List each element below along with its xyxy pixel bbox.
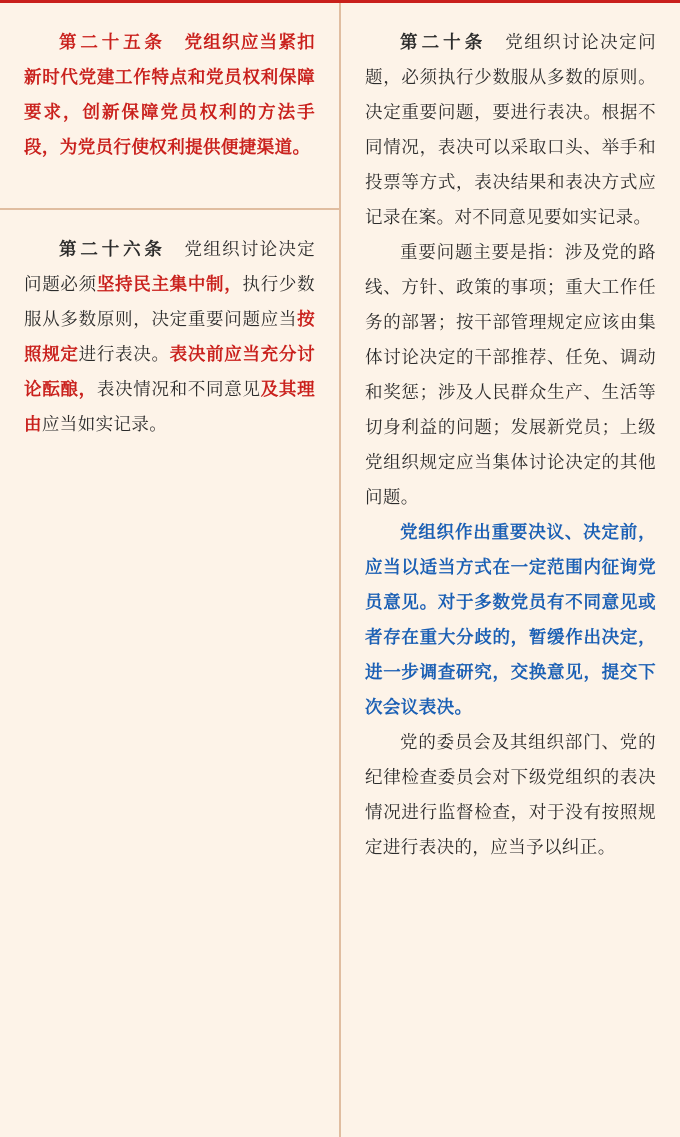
article-20-label: 第二十条	[400, 32, 487, 52]
left-column	[0, 3, 341, 1137]
article-26-seg7: 表决情况和不同意见	[96, 379, 261, 399]
consultation-text: 党组织作出重要决议、决定前，应当以适当方式在一定范围内征询党员意见。对于多数党员有不同意见或者存在重大分歧的，暂缓作出决定，进一步调查研究，交换意见，提交下次会议表决。	[365, 522, 656, 717]
important-matters-paragraph	[365, 235, 656, 515]
article-26-seg6-emphasis: 表决前应当充分讨论酝酿，	[24, 344, 315, 399]
article-20-paragraph	[365, 25, 656, 235]
article-26-seg8-emphasis: 及其理由	[24, 379, 315, 434]
right-column	[341, 3, 680, 1137]
article-26-seg2-emphasis: 坚持民主集中制，	[96, 274, 243, 294]
supervision-text: 党的委员会及其组织部门、党的纪律检查委员会对下级党组织的表决情况进行监督检查，对于没有按照规定进行表决的，应当予以纠正。	[365, 732, 656, 857]
article-26-seg4-emphasis: 按照规定	[24, 309, 315, 364]
supervision-paragraph	[365, 725, 656, 865]
two-column-layout	[0, 3, 680, 1137]
article-26-paragraph	[24, 232, 315, 442]
article-25-cell	[0, 3, 339, 210]
article-20-text: 党组织讨论决定问题，必须执行少数服从多数的原则。决定重要问题，要进行表决。根据不同情况，表决可以采取口头、举手和投票等方式，表决结果和表决方式应记录在案。对不同意见要如实记录。	[365, 32, 656, 227]
article-25-paragraph	[24, 25, 315, 165]
article-26-label: 第二十六条	[59, 239, 166, 259]
article-26-seg9: 应当如实记录。	[41, 414, 168, 434]
article-26-cell	[0, 210, 339, 1137]
article-26-seg1: 党组织讨论决定问题必须	[24, 239, 316, 294]
article-25-text: 党组织应当紧扣新时代党建工作特点和党员权利保障要求，创新保障党员权利的方法手段，为党员行使权利提供便捷渠道。	[24, 32, 316, 157]
consultation-paragraph	[365, 515, 656, 725]
article-25-label: 第二十五条	[59, 32, 166, 52]
article-26-seg3: 执行少数服从多数原则，决定重要问题应当	[24, 274, 315, 329]
important-matters-text: 重要问题主要是指：涉及党的路线、方针、政策的事项；重大工作任务的部署；按干部管理规定应该由集体讨论决定的干部推荐、任免、调动和奖惩；涉及人民群众生产、生活等切身利益的问题；发展新党员；上级党组织规定应当集体讨论决定的其他问题。	[365, 242, 656, 507]
article-26-seg5: 进行表决。	[78, 344, 170, 364]
